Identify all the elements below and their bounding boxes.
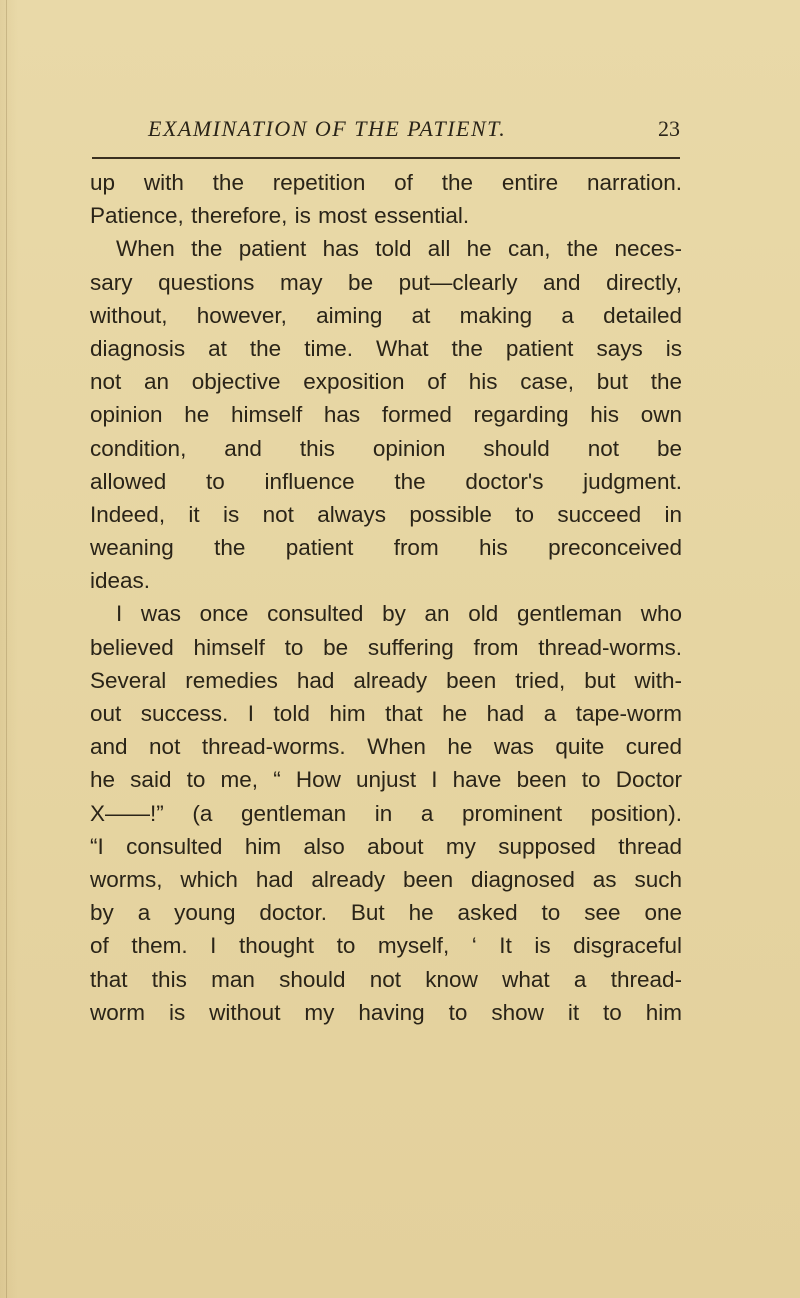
text-line: X——!” (a gentleman in a prominent position). xyxy=(90,800,682,826)
running-head xyxy=(148,116,680,146)
text-line: believed himself to be suffering from thread-worms. xyxy=(90,634,682,660)
text-line: worm is without my having to show it to him xyxy=(90,999,682,1025)
text-line: allowed to influence the doctor's judgment. xyxy=(90,468,682,494)
text-line: by a young doctor. But he asked to see one xyxy=(90,900,682,926)
text-line: up with the repetition of the entire narration. xyxy=(90,170,682,195)
page-number: 23 xyxy=(658,116,680,141)
text-line: I was once consulted by an old gentleman who xyxy=(116,601,682,627)
text-line: and not thread-worms. When he was quite cured xyxy=(90,734,682,760)
text-line: out success. I told him that he had a tape-worm xyxy=(90,701,682,726)
text-line: not an objective exposition of his case, but the xyxy=(90,369,682,395)
text-line: that this man should not know what a thread- xyxy=(90,966,682,992)
text-line: worms, which had already been diagnosed as such xyxy=(90,866,682,892)
text-line: opinion he himself has formed regarding his own xyxy=(90,402,682,428)
text-line: ideas. xyxy=(90,568,151,594)
text-line: “I consulted him also about my supposed thread xyxy=(90,833,682,859)
text-line: of them. I thought to myself, ‘ It is disgraceful xyxy=(90,933,682,959)
header-rule xyxy=(92,157,680,159)
text-line: diagnosis at the time. What the patient says is xyxy=(90,335,682,361)
text-line: weaning the patient from his preconceived xyxy=(90,535,682,561)
page-edge-line xyxy=(6,0,7,1298)
text-line: Several remedies had already been tried, but with- xyxy=(90,667,682,693)
text-line: Indeed, it is not always possible to succeed in xyxy=(90,501,682,527)
running-title: EXAMINATION OF THE PATIENT. xyxy=(148,116,507,141)
text-line: condition, and this opinion should not be xyxy=(90,435,682,461)
text-line: When the patient has told all he can, the neces- xyxy=(116,236,682,262)
text-line: sary questions may be put—clearly and directly, xyxy=(90,269,682,295)
body-text xyxy=(90,166,682,1029)
text-line: without, however, aiming at making a detailed xyxy=(90,302,682,328)
text-line: Patience, therefore, is most essential. xyxy=(90,203,470,229)
text-line: he said to me, “ How unjust I have been to Doctor xyxy=(90,767,682,793)
